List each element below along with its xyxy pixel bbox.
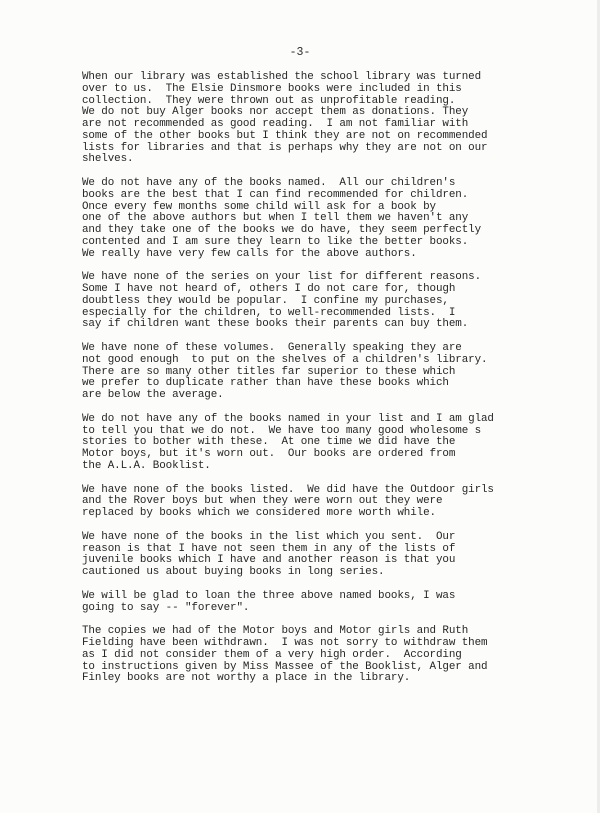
text-line: especially for the children, to well-recommended lists. I <box>82 306 456 319</box>
text-line: collection. They were thrown out as unprofitable reading. <box>82 94 456 107</box>
text-line: We really have very few calls for the above authors. <box>82 247 417 260</box>
text-line: We will be glad to loan the three above named books, I was <box>82 589 456 602</box>
text-line: When our library was established the school library was turned <box>82 71 481 83</box>
paragraph <box>82 414 582 473</box>
text-line: over to us. The Elsie Dinsmore books were included in this <box>82 82 462 95</box>
text-line: Motor boys, but it's worn out. Our books are ordered from <box>82 448 456 460</box>
text-line: are below the average. <box>82 389 224 401</box>
text-line: going to say -- "forever". <box>82 601 250 614</box>
paragraph <box>82 343 582 402</box>
text-line: and the Rover boys but when they were worn out they were <box>82 495 443 508</box>
paragraph <box>82 272 582 331</box>
paragraph <box>82 72 582 166</box>
paragraph <box>82 591 582 615</box>
paragraph <box>82 178 582 260</box>
text-line: We have none of the books in the list which you sent. Our <box>82 530 456 543</box>
letter-body <box>82 72 582 697</box>
text-line: juvenile books which I have and another reason is that you <box>82 554 456 567</box>
text-line: Once every few months some child will ask for a book by <box>82 200 436 213</box>
paragraph <box>82 485 582 520</box>
text-line: cautioned us about buying books in long series. <box>82 566 385 578</box>
text-line: We have none of the books listed. We did have the Outdoor girls <box>82 483 494 496</box>
text-line: to instructions given by Miss Massee of the Booklist, Alger and <box>82 660 488 673</box>
text-line: as I did not consider them of a very high order. According <box>82 648 462 661</box>
text-line: replaced by books which we considered more worth while. <box>82 507 436 519</box>
text-line: say if children want these books their parents can buy them. <box>82 318 469 331</box>
paragraph <box>82 626 582 685</box>
text-line: contented and I am sure they learn to like the better books. <box>82 235 469 248</box>
page-number: -3- <box>289 46 311 59</box>
text-line: Fielding have been withdrawn. I was not sorry to withdraw them <box>82 637 488 649</box>
text-line: shelves. <box>82 153 134 166</box>
text-line: reason is that I have not seen them in any of the lists of <box>82 542 456 555</box>
text-line: The copies we had of the Motor boys and Motor girls and Ruth <box>82 625 469 638</box>
text-line: doubtless they would be popular. I confine my purchases, <box>82 294 449 307</box>
text-line: some of the other books but I think they are not on recommended <box>82 129 488 142</box>
text-line: We do not buy Alger books nor accept them as donations. They <box>82 106 469 119</box>
text-line: We do not have any of the books named in your list and I am glad <box>82 412 494 425</box>
text-line: We have none of these volumes. Generally speaking they are <box>82 342 462 354</box>
text-line: stories to bother with these. At one time we did have the <box>82 436 456 449</box>
paragraph <box>82 532 582 579</box>
text-line: There are so many other titles far superior to these which <box>82 365 456 378</box>
text-line: Finley books are not worthy a place in the library. <box>82 672 411 685</box>
text-line: We have none of the series on your list for different reasons. <box>82 271 481 284</box>
text-line: are not recommended as good reading. I am not familiar with <box>82 118 469 130</box>
text-line: one of the above authors but when I tell them we haven't any <box>82 212 469 225</box>
text-line: we prefer to duplicate rather than have these books which <box>82 377 449 390</box>
text-line: books are the best that I can find recommended for children. <box>82 188 469 201</box>
text-line: and they take one of the books we do have, they seem perfectly <box>82 224 481 236</box>
text-line: not good enough to put on the shelves of a children's library. <box>82 353 488 366</box>
text-line: the A.L.A. Booklist. <box>82 459 211 472</box>
text-line: to tell you that we do not. We have too many good wholesome s <box>82 424 481 437</box>
text-line: Some I have not heard of, others I do not care for, though <box>82 283 456 295</box>
text-line: lists for libraries and that is perhaps why they are not on our <box>82 141 488 154</box>
text-line: We do not have any of the books named. All our children's <box>82 177 456 189</box>
